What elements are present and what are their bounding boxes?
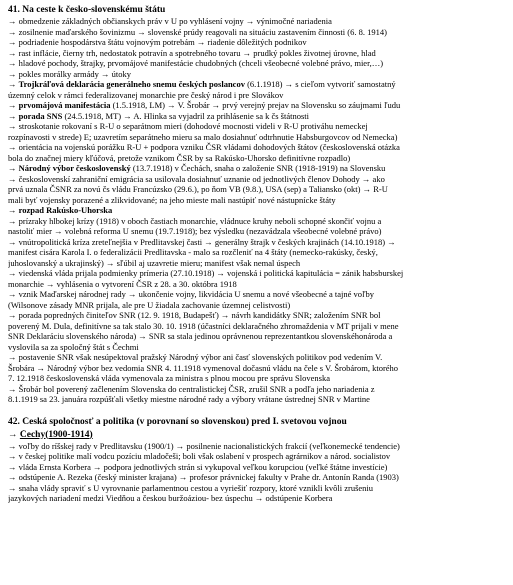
section-41-body: [8, 16, 507, 405]
text-line: [8, 48, 507, 59]
text-line: [8, 58, 507, 69]
text-line: [8, 441, 507, 452]
text-line: [8, 184, 507, 195]
text-line: [8, 289, 507, 300]
text-line: [8, 163, 507, 174]
text-line: [8, 153, 507, 164]
section-gap: [8, 405, 507, 415]
text-line: [8, 472, 507, 483]
text-line: [8, 69, 507, 80]
text-line: [8, 258, 507, 269]
line-text: →: [8, 110, 19, 121]
line-text: → voľby do ríšskej rady v Predlitavsku (1900/1) → posilnenie nacionalistických frakcií (veľkonemecké tendencie): [8, 440, 400, 451]
text-line: [8, 90, 507, 101]
text-line: [8, 342, 507, 353]
line-text: → pokles morálky armády → útoky: [8, 68, 131, 79]
text-line: [8, 132, 507, 143]
text-line: [8, 79, 507, 90]
text-line: [8, 300, 507, 311]
line-text: bola do značnej miery kľúčová, pretože vznikom ČSR by sa Rakúsko-Uhorsko definitívne rozpadlo): [8, 152, 351, 163]
section-42-subtitle: [8, 430, 507, 441]
line-text: → vznik Maďarskej národnej rady → ukončenie vojny, likvidácia U snemu a nové všeobecné a tajné voľby: [8, 289, 374, 299]
line-text: (Wilsonove zásady MNR prijala, ale pre U žiadala zachovanie územnej celistvosti): [8, 299, 291, 310]
text-line: [8, 279, 507, 290]
line-text: (6.1.1918) → s cieľom vytvoriť samostatný: [244, 79, 396, 89]
line-text: poverený M. Dula, definitívne sa tak stalo 30. 10. 1918 (účastníci deklaračného zhromaždenia v MT prijali v mene: [8, 320, 399, 331]
text-line: [8, 321, 507, 332]
section-41-title: 41. Na ceste k česko-slovenskému štátu: [8, 5, 166, 15]
text-line: [8, 216, 507, 227]
line-text: → obmedzenie základných občianskych práv v U po vyhlásení vojny → výnimočné nariadenia: [8, 16, 332, 26]
text-line: [8, 174, 507, 185]
line-text: →: [8, 163, 19, 173]
text-line: [8, 100, 507, 111]
text-line: [8, 363, 507, 374]
text-line: [8, 331, 507, 342]
bold-term: Národný výbor československý: [18, 163, 131, 173]
line-text: nastoliť mier → volebná reforma U snemu (19.7.1918); bez výsledku (nezavádzala všeobecné volebné právo): [8, 226, 382, 236]
line-text: →: [8, 79, 19, 89]
line-text: (1.5.1918, LM) → V. Šrobár → prvý verejný prejav na Slovensku so záujmami ľudu: [110, 100, 401, 110]
line-text: územný celok v rámci federalizovanej monarchie pre český národ i pre Slovákov: [8, 89, 284, 100]
text-line: [8, 195, 507, 206]
line-text: mali byť vojensky porazené a zlikvidované; na jeho mieste mali nastúpiť nové nástupnícke štáty: [8, 194, 336, 205]
text-line: [8, 373, 507, 384]
text-line: [8, 384, 507, 395]
text-line: [8, 111, 507, 122]
text-line: [8, 37, 507, 48]
text-line: [8, 237, 507, 248]
line-text: Šrobára → Národný výbor bez vedomia SNR 4. 11.1918 vymenoval dočasnú vládu na čele s V. Šrobárom, ktorého: [8, 362, 399, 373]
section-42-body: [8, 441, 507, 504]
text-line: [8, 451, 507, 462]
text-line: [8, 394, 507, 405]
line-text: →: [8, 205, 19, 215]
text-line: [8, 226, 507, 237]
line-text: → československí zahraniční emigrácia sa usilovala dosiahnuť uznanie od jednotlivých členov Dohody → ako: [8, 173, 385, 184]
text-line: [8, 462, 507, 473]
line-text: → zosilnenie maďarského šovinizmu → slovenské prúdy reagovali na situáciu zastavením činnosti (6. 8. 1914): [8, 26, 387, 37]
text-line: [8, 352, 507, 363]
text-line: [8, 121, 507, 132]
line-text: → odstúpenie A. Rezeka (český minister krajana) → profesor právnickej fakulty v Prahe dr. Antonín Randa (1903): [8, 472, 399, 482]
line-text: → Šrobár bol poverený začlenením Slovenska do centralistickej ČSR, zrušil SNR a podľa jeho nariadenia z: [8, 383, 375, 394]
line-text: monarchie → vyhlásenia o vytvorení ČSR z 28. a 30. októbra 1918: [8, 278, 237, 289]
text-line: [8, 247, 507, 258]
section-42-title: 42. Česká spoločnosť a politika (v porovnaní so slovenskou) pred I. svetovou vojnou: [8, 416, 347, 427]
line-text: 7. 12.1918 československá vláda vymenovala za ministra s plnou mocou pre správu Slovenska: [8, 373, 330, 383]
line-text: → stroskotanie rokovaní s R-U o separátnom mieri (dohodové mocnosti videli v R-U protiváhu nemeckej: [8, 121, 368, 131]
line-text: → prízraky hlbokej krízy (1918) v oboch častiach monarchie, vládnuce kruhy neboli schopné skončiť vojnu a: [8, 215, 382, 226]
text-line: [8, 493, 507, 504]
text-line: [8, 268, 507, 279]
line-text: →: [8, 100, 19, 110]
line-text: rozpínavosti v strede) E; uzavretím separátneho mieru sa malo dosiahnuť odtrhnutie Habsburgovcov od Nemecka): [8, 131, 398, 142]
bold-term: prvomájová manifestácia: [18, 100, 111, 110]
line-text: → viedenská vláda prijala podmienky prímeria (27.10.1918) → vojenská i politická kapitulácia = zánik habsburskej: [8, 268, 404, 278]
line-text: → hladové pochody, štrajky, prvomájové manifestácie chudobných (chceli všeobecné volebné právo, mier,…): [8, 58, 384, 68]
line-text: → podriadenie hospodárstva štátu vojnovým potrebám → riadenie dôležitých podnikov: [8, 37, 307, 47]
line-text: → porada popredných činiteľov SNR (12. 9. 1918, Budapešť) → návrh kandidátky SNR; založením SNR bol: [8, 310, 381, 320]
line-text: → rast inflácie, čierny trh, nedostatok potravín a spotrebného tovaru → prudký pokles životnej úrovne, hlad: [8, 47, 376, 58]
arrow-glyph: →: [8, 429, 20, 440]
line-text: → snaha vlády spraviť s U vyrovnanie parlamentnou cestou a vyriešiť rozpory, ktoré vznikli kvôli zrušeniu: [8, 482, 374, 493]
text-line: [8, 483, 507, 494]
bold-term: rozpad Rakúsko-Uhorska: [18, 205, 113, 215]
line-text: → postavenie SNR však nesúpektoval pražský Národný výbor ani časť slovenských politikov pod vedením V.: [8, 352, 383, 362]
bold-term: Trojkráľová deklarácia generálneho snemu českých poslancov: [18, 79, 245, 89]
bold-term: porada SNS: [18, 110, 63, 121]
line-text: (24.5.1918, MT) → A. Hlinka sa vyjadril za prihlásenie sa k čs štátnosti: [62, 110, 310, 121]
line-text: → orientácia na vojenskú porážku R-U + podpora vzniku ČSR vládami dohodových štátov (československá otázka: [8, 142, 400, 152]
line-text: → vláda Ernsta Korbera → podpora jednotlivých strán si vykupoval veľkou korupciou (veľké štátne investície): [8, 461, 388, 472]
subtitle-text: Čechy(1900-1914): [19, 429, 93, 440]
line-text: 8.1.1919 sa 23. januára rozpúšťali všetky miestne národné rady a výbory vrátane ústrednej SNR v Martine: [8, 394, 370, 404]
text-line: [8, 27, 507, 38]
line-text: → v českej politike malí vodcu pozíciu mladočeši; boli však oslabení v prospech agrárnikov a národ. socialistov: [8, 451, 391, 461]
line-text: prvá uznala ČSNR za novú čs vládu Francúzsko (29.6.), po ňom VB (9.8.), USA (sep) a Taliansko (okt) → R-U: [8, 184, 388, 194]
line-text: manifest cisára Karola I. o federalizácii Predlitavska - malo sa rozčleniť na 4 štáty (nemecko-rakúsky, český,: [8, 247, 378, 257]
line-text: vyslovila sa za spoločný štát s Čechmi: [8, 341, 139, 352]
line-text: SNR Deklaráciu slovenského národa) → SNR sa stala jedinou oprávnenou reprezentantkou slovenskéhonároda a: [8, 331, 393, 341]
line-text: juhoslovanský a ukrajinský) → sľúbil aj uzavretie mieru; manifest však nemal úspech: [8, 257, 301, 268]
text-line: [8, 310, 507, 321]
line-text: jazykových nariadení medzi Viedňou a českou buržoáziou- bez úspechu → odstúpenie Korbera: [8, 493, 333, 503]
text-line: [8, 205, 507, 216]
line-text: (13.7.1918) v Čechách, snaha o založenie SNR (1918-1919) na Slovensku: [130, 163, 386, 173]
line-text: → vnútropolitická kríza zreteľnejšia v Predlitavskej časti → generálny štrajk v českých krajinách (14.10.1918) →: [8, 236, 396, 247]
text-line: [8, 16, 507, 27]
text-line: [8, 142, 507, 153]
